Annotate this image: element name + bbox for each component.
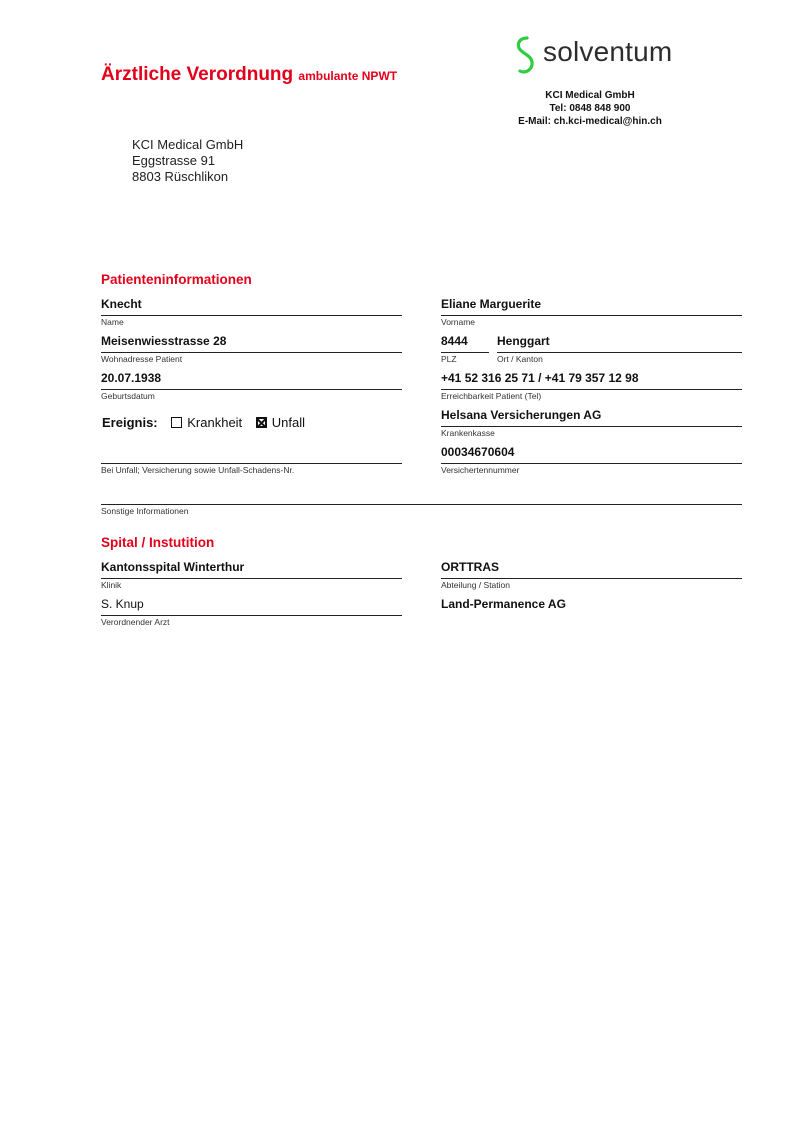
field-underline [441, 426, 742, 427]
field-sonstiges[interactable] [101, 486, 742, 517]
field-underline [101, 463, 402, 464]
field-value: 00034670604 [441, 445, 515, 459]
field-value [101, 486, 742, 501]
option-krankheit[interactable] [171, 415, 246, 430]
section-title-spital: Spital / Instutition [101, 535, 215, 550]
field-value: Land-Permanence AG [441, 597, 566, 611]
field-value: 8444 [441, 334, 468, 348]
field-underline [101, 389, 402, 390]
field-label: Versichertennummer [441, 465, 520, 475]
field-value: Henggart [497, 334, 550, 348]
ereignis-label: Ereignis: [102, 415, 158, 430]
field-vorname[interactable] [441, 297, 742, 328]
field-underline [101, 504, 742, 505]
field-label: Erreichbarkeit Patient (Tel) [441, 391, 542, 401]
field-ort[interactable] [497, 334, 742, 365]
title-main-text: Ärztliche Verordnung [101, 64, 294, 85]
field-label: Klinik [101, 580, 122, 590]
field-label: Ort / Kanton [497, 354, 543, 364]
field-value: Helsana Versicherungen AG [441, 408, 602, 422]
field-value: S. Knup [101, 597, 144, 611]
document-title [101, 64, 397, 86]
field-underline [441, 352, 489, 353]
field-label: Sonstige Informationen [101, 506, 189, 516]
field-value: Meisenwiesstrasse 28 [101, 334, 227, 348]
field-arzt[interactable] [101, 597, 402, 628]
field-unfall[interactable] [101, 445, 402, 476]
logo-s-icon [511, 34, 541, 78]
option-unfall[interactable] [256, 415, 305, 430]
field-value: 20.07.1938 [101, 371, 162, 385]
field-label: Abteilung / Station [441, 580, 510, 590]
field-underline [441, 315, 742, 316]
field-underline [441, 389, 742, 390]
field-label: Vorname [441, 317, 476, 327]
company-email: E-Mail: ch.kci-medical@hin.ch [518, 116, 662, 127]
field-geburtsdatum[interactable] [101, 371, 402, 402]
company-tel: Tel: 0848 848 900 [549, 103, 631, 114]
field-label: Geburtsdatum [101, 391, 155, 401]
field-plz[interactable] [441, 334, 489, 365]
field-underline [101, 315, 402, 316]
field-klinik[interactable] [101, 560, 402, 591]
field-abteilung[interactable] [441, 560, 742, 591]
option-label: Krankheit [187, 415, 243, 430]
field-underline [101, 352, 402, 353]
address-line: Eggstrasse 91 [132, 153, 216, 168]
field-value: Kantonsspital Winterthur [101, 560, 245, 574]
field-label: Verordnender Arzt [101, 617, 170, 627]
title-subtitle: ambulante NPWT [298, 69, 398, 83]
company-info [490, 89, 690, 128]
field-value: +41 52 316 25 71 / +41 79 357 12 98 [441, 371, 639, 385]
field-krankenkasse[interactable] [441, 408, 742, 439]
field-label: Bei Unfall; Versicherung sowie Unfall-Schadens-Nr. [101, 465, 295, 475]
field-versichertennummer[interactable] [441, 445, 742, 476]
field-underline [101, 578, 402, 579]
solventum-logo [511, 34, 701, 80]
field-value: Eliane Marguerite [441, 297, 542, 311]
field-underline [101, 615, 402, 616]
option-label: Unfall [271, 415, 306, 430]
field-name[interactable] [101, 297, 402, 328]
address-line: 8803 Rüschlikon [132, 169, 229, 184]
field-underline [441, 463, 742, 464]
field-value [101, 445, 402, 460]
field-telefon[interactable] [441, 371, 742, 402]
field-label: Name [101, 317, 124, 327]
ereignis-group [102, 415, 315, 430]
field-underline [497, 352, 742, 353]
field-value: Knecht [101, 297, 142, 311]
field-value: ORTTRAS [441, 560, 499, 574]
field-label: Wohnadresse Patient [101, 354, 183, 364]
field-label: PLZ [441, 354, 457, 364]
field-extra[interactable] [441, 597, 742, 612]
field-label: Krankenkasse [441, 428, 495, 438]
field-adresse[interactable] [101, 334, 402, 365]
logo-text: solventum [543, 36, 673, 67]
recipient-address [132, 137, 243, 185]
checkbox-krankheit[interactable] [171, 417, 182, 428]
checkbox-unfall-checked[interactable] [256, 417, 267, 428]
company-name: KCI Medical GmbH [545, 90, 635, 101]
section-title-patient: Patienteninformationen [101, 272, 252, 287]
field-underline [441, 578, 742, 579]
address-line: KCI Medical GmbH [132, 137, 244, 152]
